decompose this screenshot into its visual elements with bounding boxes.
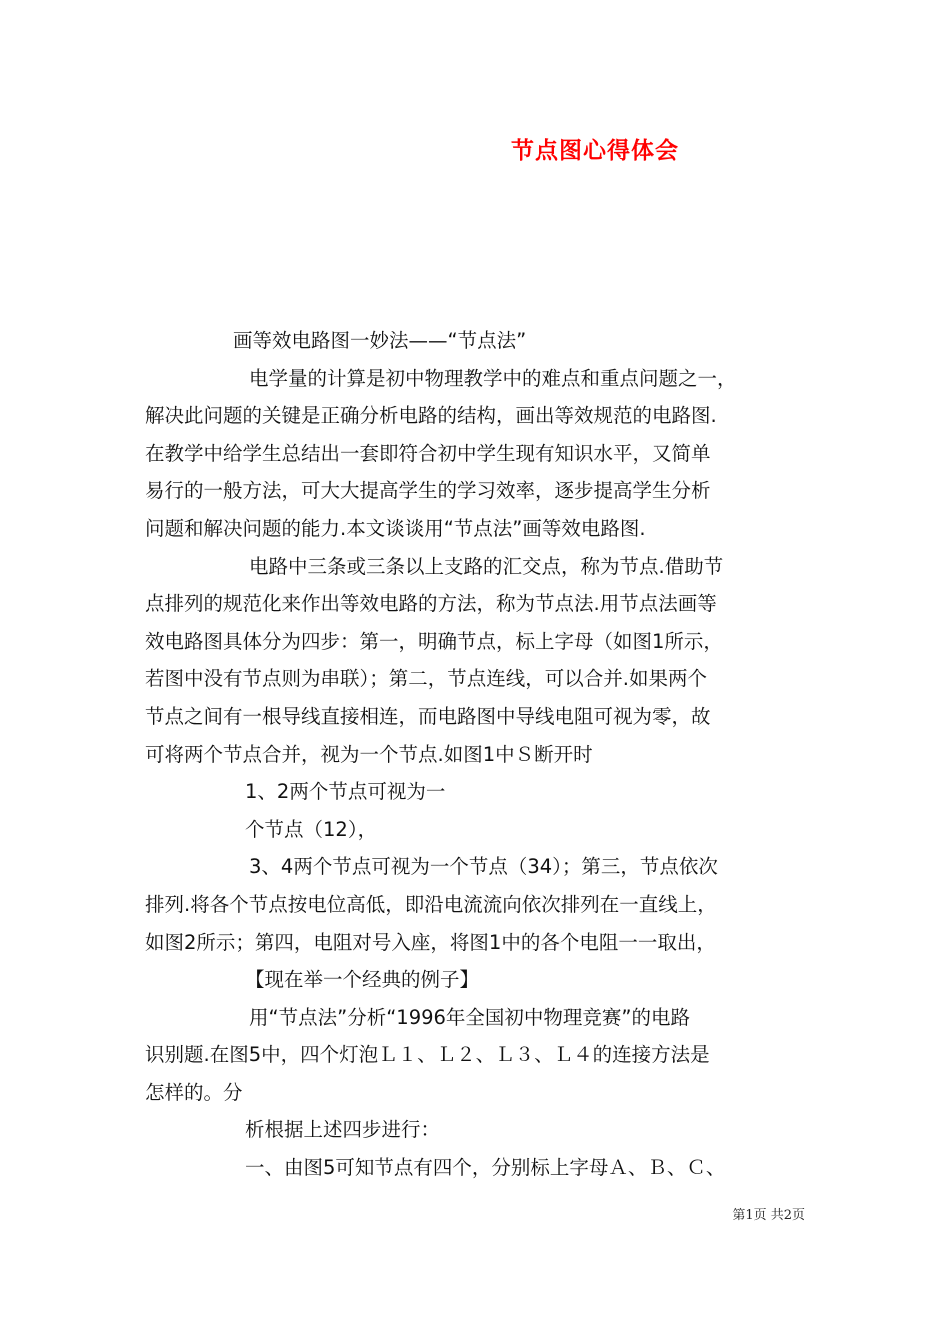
paragraph-line: 用“节点法”分析“1996年全国初中物理竞赛”的电路 — [249, 1005, 691, 1029]
paragraph-line: 析根据上述四步进行： — [245, 1118, 441, 1142]
page-number-footer: 第1页 共2页 — [732, 1208, 805, 1223]
paragraph-line: 点排列的规范化来作出等效电路的方法，称为节点法.用节点法画等 — [145, 592, 717, 616]
paragraph-line: 电路中三条或三条以上支路的汇交点，称为节点.借助节 — [249, 554, 724, 578]
document-body — [145, 322, 810, 1187]
paragraph-line: 节点之间有一根导线直接相连，而电路图中导线电阻可视为零，故 — [145, 704, 711, 728]
paragraph-line: 怎样的。分 — [145, 1080, 243, 1104]
paragraph-line: 电学量的计算是初中物理教学中的难点和重点问题之一， — [249, 366, 737, 390]
document-title: 节点图心得体会 — [511, 137, 679, 164]
section-heading: 【现在举一个经典的例子】 — [245, 968, 480, 992]
paragraph-line: 易行的一般方法，可大大提高学生的学习效率，逐步提高学生分析 — [145, 479, 711, 503]
paragraph-line: 1、2两个节点可视为一 — [245, 780, 446, 804]
paragraph-line: 如图2所示；第四，电阻对号入座，将图1中的各个电阻一一取出， — [145, 930, 716, 954]
paragraph-line: 解决此问题的关键是正确分析电路的结构，画出等效规范的电路图. — [145, 404, 717, 428]
paragraph-line: 问题和解决问题的能力.本文谈谈用“节点法”画等效电路图. — [145, 516, 646, 540]
paragraph-line: 3、4两个节点可视为一个节点（34）；第三，节点依次 — [249, 855, 718, 879]
paragraph-line: 一、由图5可知节点有四个，分别标上字母Ａ、Ｂ、Ｃ、 — [245, 1156, 726, 1180]
paragraph-line: 识别题.在图5中，四个灯泡Ｌ１、Ｌ２、Ｌ３、Ｌ４的连接方法是 — [145, 1043, 710, 1067]
paragraph-line: 若图中没有节点则为串联）；第二，节点连线，可以合并.如果两个 — [145, 667, 707, 691]
subtitle-line: 画等效电路图一妙法——“节点法” — [233, 329, 527, 352]
paragraph-line: 排列.将各个节点按电位高低，即沿电流流向依次排列在一直线上， — [145, 892, 717, 916]
paragraph-line: 个节点（12）， — [245, 817, 378, 841]
paragraph-line: 可将两个节点合并，视为一个节点.如图1中Ｓ断开时 — [145, 742, 593, 766]
paragraph-line: 效电路图具体分为四步：第一，明确节点，标上字母（如图1所示， — [145, 629, 723, 653]
paragraph-line: 在教学中给学生总结出一套即符合初中学生现有知识水平，又简单 — [145, 441, 711, 465]
